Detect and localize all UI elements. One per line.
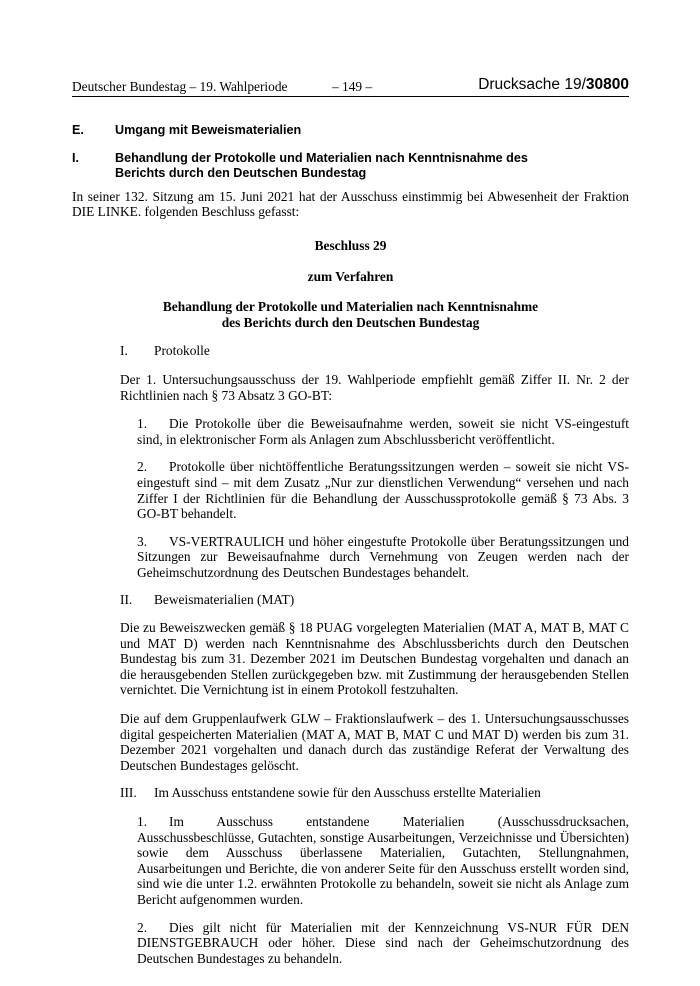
part-number: III. [120,785,137,801]
protokolle-item [137,534,629,581]
part-title: Im Ausschuss entstandene sowie für den Ausschuss erstellte Materialien [154,785,541,801]
beschluss-heading [72,299,629,330]
beweismaterialien-paragraph: Die auf dem Gruppenlaufwerk GLW – Fraktionslaufwerk – des 1. Untersuchungsausschusses digital gespeicherten Materialien (MAT A, MAT B, MAT C und MAT D) werden bis zum 31. Dezember 2021 vorgehalten und danach durch das zuständige Referat der Verwaltung des Deutschen Bundestages gelöscht. [120,711,629,773]
page-header [72,76,629,96]
item-number: 2. [137,919,148,935]
part-heading-protokolle [120,343,629,359]
part-title: Beweismaterialien (MAT) [154,592,295,608]
header-document-number [478,76,629,94]
part-heading-beweismaterialien [120,592,629,608]
beschluss-subtitle: zum Verfahren [307,268,394,284]
part-heading-materialien [120,785,629,801]
header-page-number: – 149 – [332,79,373,94]
item-number: 3. [137,533,148,549]
protokolle-item [137,416,629,447]
intro-paragraph: In seiner 132. Sitzung am 15. Juni 2021 hat der Ausschuss einstimmig bei Abwesenheit der Fraktion DIE LINKE. folgenden Beschluss gefasst: [72,188,629,220]
item-text: Die Protokolle über die Beweisaufnahme werden, soweit sie nicht VS-eingestuft sind, in elektronischer Form als Anlagen zum Abschlussbericht veröffentlicht. [137,416,629,447]
beschluss-heading-line: des Berichts durch den Deutschen Bundestag [221,314,480,330]
section-heading-e [72,123,629,139]
item-number: 1. [137,814,148,829]
section-title: Umgang mit Beweismaterialien [115,123,302,137]
part-title: Protokolle [154,343,210,359]
protokolle-intro: Der 1. Untersuchungsausschuss der 19. Wahlperiode empfiehlt gemäß Ziffer II. Nr. 2 der Richtlinien nach § 73 Absatz 3 GO-BT: [120,371,629,403]
item-text: Im Ausschuss entstandene Materialien (Ausschussdrucksachen, Ausschussbeschlüsse, Gutachten, sonstige Ausarbeitungen, Verzeichnisse und Übersichten) sowie dem Ausschuss überlassene Materialien, Gutachten, Stellungnahmen, Ausarbeitungen und Berichte, die von anderer Seite für den Ausschuss erstellt worden sind, sind wie die unter 1.2. erwähnten Protokolle zu behandeln, soweit sie nicht als Anlage zum Bericht aufgenommen wurden. [137,814,629,907]
doc-label: Drucksache 19/ [478,76,586,93]
part-number: I. [120,343,128,359]
section-number: E. [72,123,84,137]
part-number: II. [120,592,133,608]
item-number: 2. [137,459,148,475]
doc-number: 30800 [585,76,629,93]
page-content [72,123,629,966]
protokolle-item [137,459,629,521]
item-number: 1. [137,416,148,432]
beschluss-title: Beschluss 29 [314,237,387,253]
header-parliament-period: Deutscher Bundestag – 19. Wahlperiode [72,79,288,94]
materialien-item [137,814,629,908]
beschluss-heading-line: Behandlung der Protokolle und Materialien nach Kenntnisnahme [162,299,539,315]
section-heading-i [72,151,629,182]
section-number: I. [72,150,79,165]
materialien-item [137,920,629,967]
header-rule [72,96,629,97]
beweismaterialien-paragraph: Die zu Beweiszwecken gemäß § 18 PUAG vorgelegten Materialien (MAT A, MAT B, MAT C und MAT D) werden nach Kenntnisnahme des Abschlussberichts durch den Deutschen Bundestag bis zum 31. Dezember 2021 im Deutschen Bundestag vorgehalten und danach an die herausgebenden Stellen zurückgegeben bzw. mit Zustimmung der herausgebenden Stellen vernichtet. Die Vernichtung ist in einem Protokoll festzuhalten. [120,620,629,698]
item-text: Dies gilt nicht für Materialien mit der Kennzeichnung VS-NUR FÜR DEN DIENSTGEBRAUCH oder höher. Diese sind nach der Geheimschutzordnung des Deutschen Bundestages zu behandeln. [137,919,629,966]
item-text: VS-VERTRAULICH und höher eingestufte Protokolle über Beratungssitzungen und Sitzungen zur Beweisaufnahme durch Vernehmung von Zeugen werden nach der Geheimschutzordnung des Deutschen Bundestages behandelt. [137,533,629,580]
section-title: Behandlung der Protokolle und Materialien nach Kenntnisnahme des Berichts durch den Deutschen Bundestag [115,150,528,181]
item-text: Protokolle über nichtöffentliche Beratungssitzungen werden – soweit sie nicht VS-eingestuft sind – mit dem Zusatz „Nur zur dienstlichen Verwendung“ versehen und nach Ziffer I der Richtlinien für die Behandlung der Ausschussprotokolle gemäß § 73 Abs. 3 GO-BT behandelt. [137,459,629,522]
